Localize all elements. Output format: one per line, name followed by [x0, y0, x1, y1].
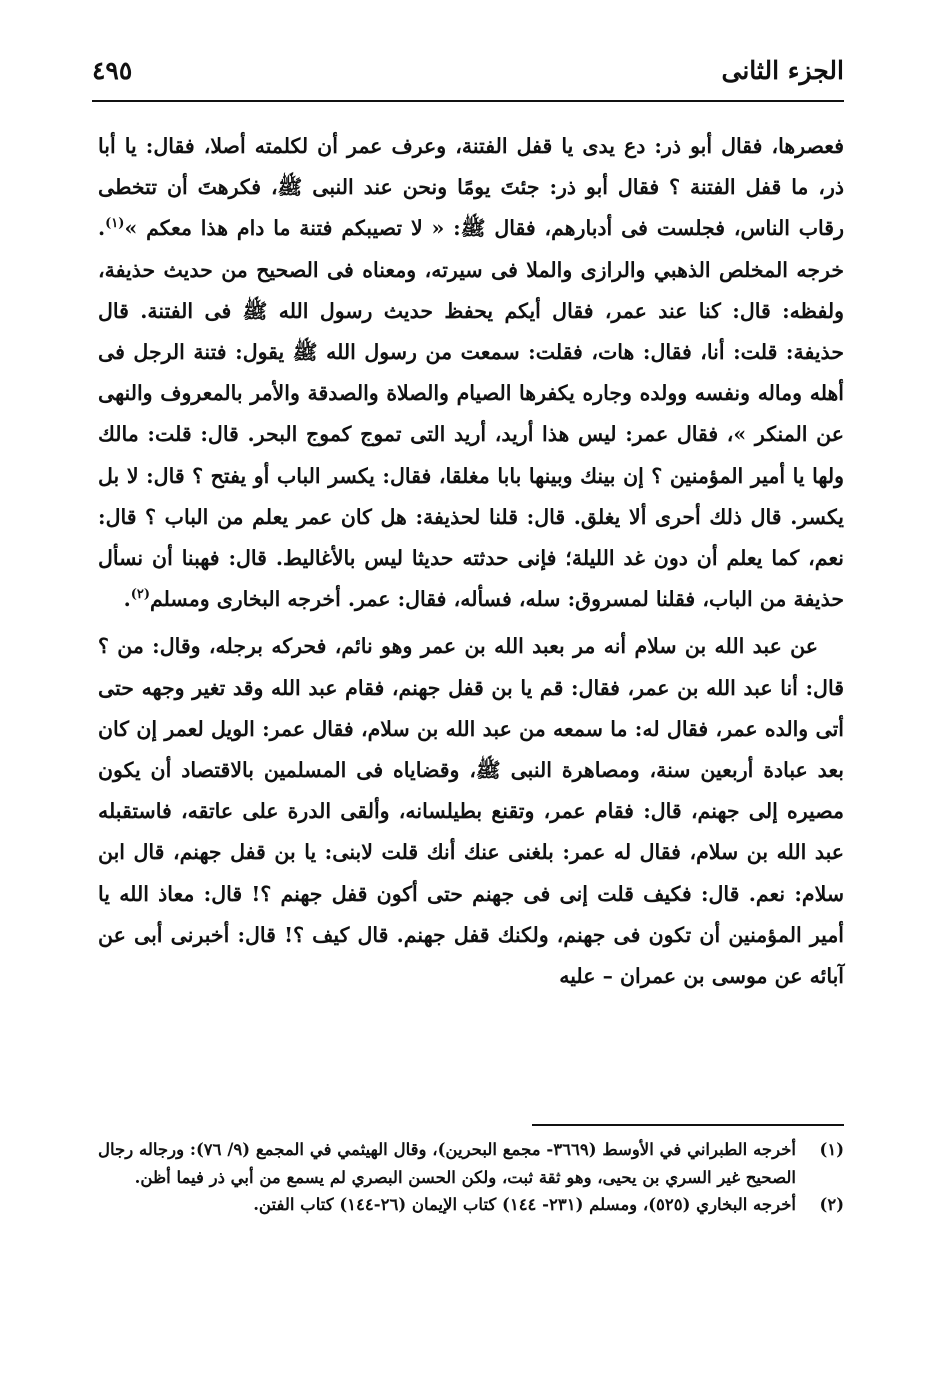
footnote-2 [98, 1191, 844, 1219]
footnote-ref-1: (١) [105, 216, 125, 232]
paragraph-2: عن عبد الله بن سلام أنه مر بعبد الله بن عمر وهو نائم، فحركه برجله، وقال: من ؟ قال: أنا عبد الله بن عمر، فقال: قم يا بن قفل جهنم، فقام عبد الله وقد تغير وجهه حتى أتى والده عمر، فقال له: ما سمعه من عبد الله بن سلام، فقال عمر: الويل لعمر إن كان بعد عبادة أربعين سنة، ومصاهرة النبى ﷺ، وقضاياه فى المسلمين بالاقتصاد أن يكون مصيره إلى جهنم، قال: فقام عمر، وتقنع بطيلسانه، وألقى الدرة على عاتقه، فاستقبله عبد الله بن سلام، فقال له عمر: بلغنى عنك أنك قلت لابنى: يا بن قفل جهنم، قال ابن سلام: نعم. قال: فكيف قلت إنى فى جهنم حتى أكون قفل جهنم ؟! قال: معاذ الله يا أمير المؤمنين أن تكون فى جهنم، ولكنك قفل جهنم. قال كيف ؟! قال: أخبرنى أبى عن آبائه عن موسى بن عمران – عليه [98, 634, 844, 989]
footnote-separator [532, 1124, 844, 1126]
footnote-number: (٢) [819, 1195, 844, 1214]
page-number: ٤٩٥ [92, 56, 133, 85]
footnote-text: أخرجه الطبراني في الأوسط (٣٦٦٩- مجمع البحرين)، وقال الهيثمي في المجمع (٩/ ٧٦): ورجاله رجال الصحيح غير السري بن يحيى، وهو ثقة ثبت، ولكن الحسن البصري لم يسمع من أبي ذر فيما أظن. [98, 1140, 797, 1187]
paragraph-1-end: . [123, 587, 131, 612]
footnote-text: أخرجه البخاري (٥٢٥)، ومسلم (٢٣١- ١٤٤) كتاب الإيمان (٢٦-١٤٤) كتاب الفتن. [253, 1195, 796, 1214]
footnote-ref-2: (٢) [130, 587, 150, 603]
paragraph-1-text: فعصرها، فقال أبو ذر: دع يدى يا قفل الفتنة، وعرف عمر أن لكلمته أصلا، فقال: يا أبا ذر، ما قفل الفتنة ؟ فقال أبو ذر: جئتَ يومًا ونحن عند النبى ﷺ، فكرهتَ أن تتخطى رقاب الناس، فجلست فى أدبارهم، فقال ﷺ: « لا تصيبكم فتنة ما دام هذا معكم » [98, 134, 844, 241]
page-header [92, 52, 844, 102]
paragraph-1-text-continued: . خرجه المخلص الذهبي والرازى والملا فى سيرته، ومعناه فى الصحيح من حديث حذيفة، ولفظه: قال: كنا عند عمر، فقال أيكم يحفظ حديث رسول الله ﷺ فى الفتنة. قال حذيفة: قلت: أنا، فقال: هات، فقلت: سمعت من رسول الله ﷺ يقول: فتنة الرجل فى أهله وماله ونفسه وولده وجاره يكفرها الصيام والصلاة والصدقة والأمر بالمعروف والنهى عن المنكر »، فقال عمر: ليس هذا أريد، أريد التى تموج كموج البحر. قال: قلت: مالك ولها يا أمير المؤمنين ؟ إن بينك وبينها بابا مغلقا، فقال: يكسر الباب أو يفتح ؟ قال: لا بل يكسر. قال ذلك أحرى ألا يغلق. قال: قلنا لحذيفة: هل كان عمر يعلم من الباب ؟ قال: نعم، كما يعلم أن دون غد الليلة؛ فإنى حدثته حديثا ليس بالأغاليط. قال: فهبنا أن نسأل حذيفة من الباب، فقلنا لمسروق: سله، فسأله، فقال: عمر. أخرجه البخارى ومسلم [98, 216, 844, 612]
footnotes [98, 1136, 844, 1219]
running-title: الجزء الثانى [721, 56, 844, 85]
paragraph-1 [98, 126, 844, 620]
footnote-number: (١) [819, 1140, 844, 1159]
main-text [98, 126, 844, 997]
footnote-1 [98, 1136, 844, 1191]
